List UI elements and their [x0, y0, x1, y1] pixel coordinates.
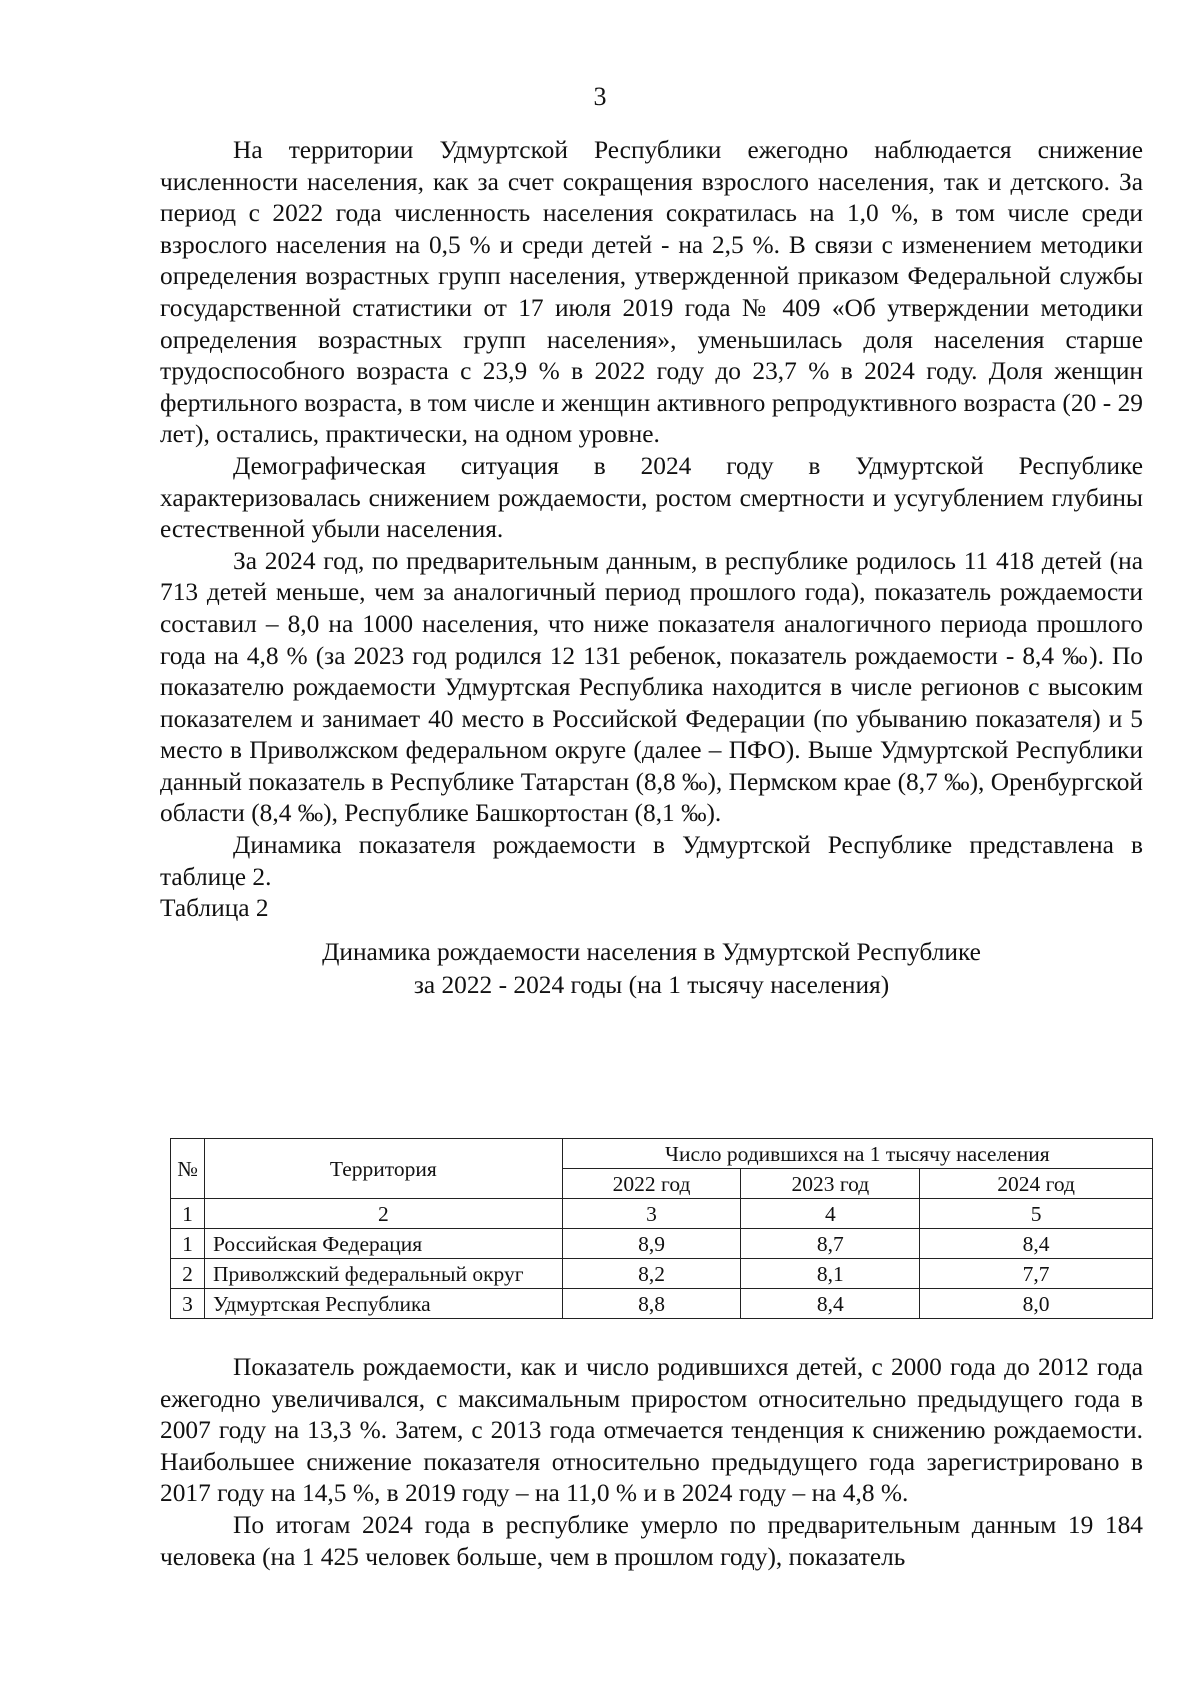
column-number: 1: [171, 1199, 205, 1229]
row-territory: Российская Федерация: [204, 1229, 562, 1259]
header-year-2024: 2024 год: [920, 1169, 1153, 1199]
row-territory: Приволжский федеральный округ: [204, 1259, 562, 1289]
table-title-line1: Динамика рождаемости населения в Удмуртской Республике: [322, 937, 981, 966]
table-title: [160, 936, 1143, 1002]
header-number: №: [171, 1139, 205, 1199]
birth-rate-table: [170, 1138, 1153, 1319]
row-value-2024: 8,0: [920, 1289, 1153, 1319]
row-value-2022: 8,9: [562, 1229, 741, 1259]
row-value-2023: 8,4: [741, 1289, 920, 1319]
row-value-2022: 8,8: [562, 1289, 741, 1319]
header-births-group: Число родившихся на 1 тысячу населения: [562, 1139, 1152, 1169]
paragraph-birth-trend: Показатель рождаемости, как и число родившихся детей, с 2000 года до 2012 года ежегодно увеличивался, с максимальным приростом относительно предыдущего года в 2007 году на 13,3 %. Затем, с 2013 года отмечается тенденция к снижению рождаемости. Наибольшее снижение показателя относительно предыдущего года зарегистрировано в 2017 году на 14,5 %, в 2019 году – на 11,0 % и в 2024 году – на 4,8 %.: [160, 1353, 1143, 1508]
row-number: 3: [171, 1289, 205, 1319]
row-value-2024: 8,4: [920, 1229, 1153, 1259]
table-row: [171, 1229, 1153, 1259]
column-number: 3: [562, 1199, 741, 1229]
table-row: [171, 1259, 1153, 1289]
table-label: Таблица 2: [160, 894, 269, 923]
paragraph-table-intro: Динамика показателя рождаемости в Удмуртской Республике представлена в таблице 2.: [160, 831, 1143, 891]
row-number: 2: [171, 1259, 205, 1289]
row-number: 1: [171, 1229, 205, 1259]
table-title-line2: за 2022 - 2024 годы (на 1 тысячу населения): [413, 970, 890, 999]
body-text-upper: [160, 135, 1143, 1002]
paragraph-births-2024: За 2024 год, по предварительным данным, в республике родилось 11 418 детей (на 713 детей меньше, чем за аналогичный период прошлого года), показатель рождаемости составил – 8,0 на 1000 населения, что ниже показателя аналогичного периода прошлого года на 4,8 % (за 2023 год родился 12 131 ребенок, показатель рождаемости - 8,4 ‰). По показателю рождаемости Удмуртская Республика находится в числе регионов с высоким показателем и занимает 40 место в Российской Федерации (по убыванию показателя) и 5 место в Приволжском федеральном округе (далее – ПФО). Выше Удмуртской Республики данный показатель в Республике Татарстан (8,8 ‰), Пермском крае (8,7 ‰), Оренбургской области (8,4 ‰), Республике Башкортостан (8,1 ‰).: [160, 546, 1143, 828]
table-column-numbers-row: [171, 1199, 1153, 1229]
header-territory: Территория: [204, 1139, 562, 1199]
paragraph-mortality: По итогам 2024 года в республике умерло по предварительным данным 19 184 человека (на 1 425 человек больше, чем в прошлом году), показатель: [160, 1510, 1143, 1571]
header-year-2023: 2023 год: [741, 1169, 920, 1199]
header-year-2022: 2022 год: [562, 1169, 741, 1199]
column-number: 5: [920, 1199, 1153, 1229]
row-value-2023: 8,1: [741, 1259, 920, 1289]
row-value-2023: 8,7: [741, 1229, 920, 1259]
table-row: [171, 1289, 1153, 1319]
column-number: 2: [204, 1199, 562, 1229]
row-value-2024: 7,7: [920, 1259, 1153, 1289]
page-number: 3: [593, 82, 607, 111]
paragraph-demographics: Демографическая ситуация в 2024 году в Удмуртской Республике характеризовалась снижением рождаемости, ростом смертности и усугублением глубины естественной убыли населения.: [160, 451, 1143, 544]
table-header-row: [171, 1139, 1153, 1169]
paragraph-population: На территории Удмуртской Республики ежегодно наблюдается снижение численности населения, как за счет сокращения взрослого населения, так и детского. За период с 2022 года численность населения сократилась на 1,0 %, в том числе среди взрослого населения на 0,5 % и среди детей - на 2,5 %. В связи с изменением методики определения возрастных групп населения, утвержденной приказом Федеральной службы государственной статистики от 17 июля 2019 года № 409 «Об утверждении методики определения возрастных групп населения», уменьшилась доля населения старше трудоспособного возраста с 23,9 % в 2022 году до 23,7 % в 2024 году. Доля женщин фертильного возраста, в том числе и женщин активного репродуктивного возраста (20 - 29 лет), остались, практически, на одном уровне.: [160, 136, 1143, 449]
row-territory: Удмуртская Республика: [204, 1289, 562, 1319]
column-number: 4: [741, 1199, 920, 1229]
body-text-lower: [160, 1352, 1143, 1573]
row-value-2022: 8,2: [562, 1259, 741, 1289]
